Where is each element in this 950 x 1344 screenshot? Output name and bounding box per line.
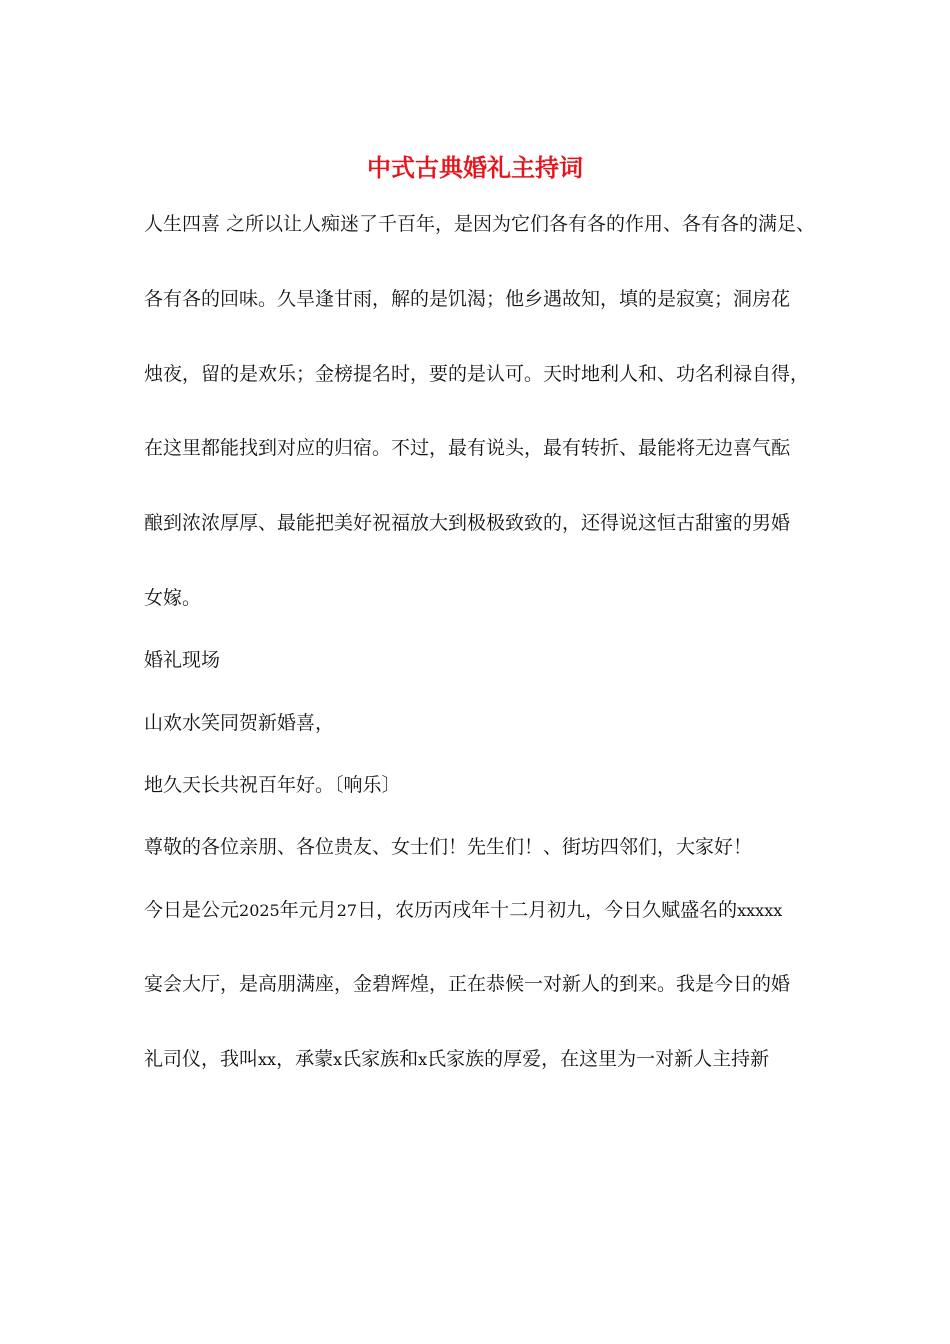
couplet-line-1: 山欢水笑同贺新婚喜， <box>144 712 335 734</box>
day-value: 27 <box>336 901 358 920</box>
document-title: 中式古典婚礼主持词 <box>367 153 583 182</box>
closing-text: 日，农历丙戌年十二月初九，今日久赋盛名的 <box>357 899 738 921</box>
name-placeholder: xx <box>258 1050 277 1069</box>
closing-text: 礼司仪，我叫 <box>144 1048 259 1070</box>
couplet-line-2: 地久天长共祝百年好。〔响乐〕 <box>144 774 401 796</box>
closing-line-2: 宴会大厅，是高朋满座，金碧辉煌，正在恭候一对新人的到来。我是今日的婚 <box>144 973 791 995</box>
family-placeholder: x <box>333 1050 343 1069</box>
family-placeholder: x <box>418 1050 428 1069</box>
closing-text: 氏家族和 <box>342 1048 419 1070</box>
intro-line-2: 各有各的回味。久旱逢甘雨，解的是饥渴；他乡遇故知，填的是寂寞；洞房花 <box>144 288 791 310</box>
closing-text: 氏家族的厚爱，在这里为一对新人主持新 <box>427 1048 770 1070</box>
venue-placeholder: xxxxx <box>737 901 783 920</box>
greeting-line: 尊敬的各位亲朋、各位贵友、女士们！先生们！、街坊四邻们，大家好！ <box>144 836 753 858</box>
intro-line-5: 酿到浓浓厚厚、最能把美好祝福放大到极极致致的，还得说这恒古甜蜜的男婚 <box>144 512 791 534</box>
section-heading: 婚礼现场 <box>144 649 221 671</box>
closing-text: 今日是公元 <box>144 899 240 921</box>
intro-line-4: 在这里都能找到对应的归宿。不过，最有说头，最有转折、最能将无边喜气酝 <box>144 437 791 459</box>
intro-line-3: 烛夜，留的是欢乐；金榜提名时，要的是认可。天时地利人和、功名利禄自得， <box>144 363 810 385</box>
closing-line-3 <box>144 1045 769 1074</box>
closing-line-1 <box>144 896 782 925</box>
intro-line-6: 女嫁。 <box>144 587 202 609</box>
closing-text: 年元月 <box>279 899 337 921</box>
closing-text: ，承蒙 <box>276 1048 334 1070</box>
year-value: 2025 <box>239 901 280 920</box>
intro-line-1: 人生四喜 之所以让人痴迷了千百年，是因为它们各有各的作用、各有各的满足、 <box>144 213 816 235</box>
